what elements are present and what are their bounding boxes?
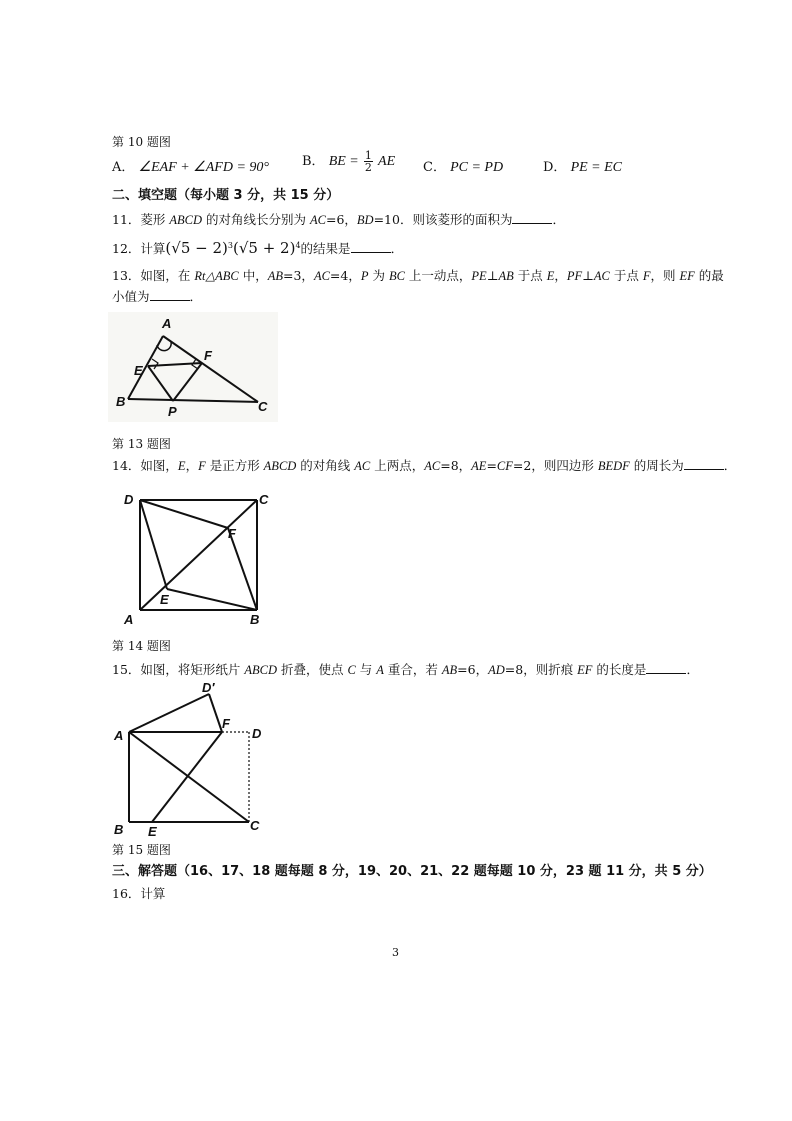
figure-13 (108, 312, 278, 422)
q14-ae: AE (471, 459, 487, 473)
label-e: E (160, 592, 169, 607)
label-b: B (116, 394, 126, 409)
fraction-numerator: 1 (364, 149, 372, 162)
q11-bd: BD (356, 213, 374, 227)
label-a: A (124, 612, 134, 627)
q13-text: 的最 (694, 268, 724, 283)
q14-number: 14． (112, 458, 141, 473)
figure-15-dotted-lines (222, 732, 249, 822)
q13-ac: AC (593, 269, 610, 283)
answer-blank[interactable] (646, 662, 686, 674)
q13-text: =3， (283, 268, 314, 283)
q14-ac: AC (354, 459, 371, 473)
figure-14 (120, 486, 272, 628)
q13-e: E (546, 269, 555, 283)
q14-caption: 第 14 题图 (112, 639, 171, 653)
q14-text: 如图， (140, 458, 178, 473)
q14-text: 是正方形 (205, 458, 264, 473)
q15-a: A (376, 663, 384, 677)
q14-text: 上两点， (370, 458, 425, 473)
option-b (302, 150, 395, 173)
q13-text: ，则 (650, 268, 680, 283)
option-d-expr: PE = EC (570, 160, 623, 175)
label-b: B (250, 612, 260, 627)
q15-text: 与 (355, 662, 377, 677)
question-15 (112, 662, 699, 678)
question-13-line-2 (112, 289, 202, 305)
option-d (543, 156, 622, 176)
label-c: C (258, 399, 268, 414)
fraction-denominator: 2 (364, 161, 372, 174)
q15-ab: AB (441, 663, 458, 677)
q12-text: 的结果是 (300, 241, 351, 257)
q11-text: =10．则该菱形的面积为 (373, 212, 513, 227)
q10-options (112, 149, 672, 182)
q12-base-1: (√5 − 2) (165, 239, 228, 258)
question-11 (112, 212, 565, 228)
q13-ef: EF (679, 269, 695, 283)
q13-ac: AC (313, 269, 330, 283)
q13-text: 如图，在 (140, 268, 195, 283)
q12-exponent-1: 3 (227, 241, 233, 250)
q14-text: =2，则四边形 (512, 458, 598, 473)
q15-ef: EF (577, 663, 593, 677)
q15-c: C (347, 663, 356, 677)
question-12 (112, 238, 403, 257)
section-3-title: 三、解答题（16、17、18 题每题 8 分，19、20、21、22 题每题 10 分，23 题 11 分，共 5 分） (112, 864, 712, 879)
option-c-letter: C． (423, 160, 446, 175)
question-16: 16．计算 (112, 886, 166, 901)
figure-15 (112, 680, 272, 838)
q13-ab: AB (498, 269, 514, 283)
q15-abcd: ABCD (244, 663, 278, 677)
q13-text: ⊥ (486, 268, 499, 283)
q15-text: =6， (457, 662, 489, 677)
q14-end: ． (723, 458, 737, 473)
q11-text: 的对角线长分别为 (202, 212, 310, 227)
answer-blank[interactable] (684, 458, 724, 470)
option-a-expr: ∠EAF + ∠AFD = 90° (138, 160, 269, 175)
q13-f: F (642, 269, 651, 283)
label-c: C (259, 492, 269, 507)
q13-end: ． (189, 289, 203, 304)
answer-blank[interactable] (512, 212, 552, 224)
q13-text: 于点 (609, 268, 643, 283)
option-a-letter: A． (112, 160, 135, 175)
q11-value: =6， (325, 212, 357, 227)
q13-pe: PE (471, 269, 487, 283)
q13-number: 13． (112, 268, 141, 283)
q12-end: ． (390, 241, 404, 257)
q13-text: ， (554, 268, 567, 283)
q11-abcd: ABCD (169, 213, 203, 227)
label-d: D (124, 492, 134, 507)
label-d: D (252, 726, 262, 741)
q13-p: P (360, 269, 369, 283)
page-number: 3 (392, 946, 399, 959)
q15-end: ． (686, 662, 699, 677)
label-a: A (162, 316, 172, 331)
q15-text: 折叠，使点 (277, 662, 348, 677)
q15-number: 15． (112, 662, 141, 677)
section-2-title: 二、填空题（每小题 3 分，共 15 分） (112, 188, 340, 203)
label-d-prime: D′ (202, 680, 215, 695)
label-a: A (114, 728, 124, 743)
question-14 (112, 458, 736, 474)
q14-text: =8， (440, 458, 472, 473)
option-b-lhs: BE = (328, 154, 359, 169)
q12-exponent-2: 4 (295, 241, 301, 250)
label-e: E (134, 363, 143, 378)
q13-caption: 第 13 题图 (112, 437, 171, 451)
option-b-letter: B． (302, 154, 325, 169)
q12-text: 计算 (140, 241, 166, 257)
label-f: F (222, 716, 230, 731)
q13-text: ⊥ (582, 268, 594, 283)
label-f: F (204, 348, 212, 363)
q13-rt: Rt△ABC (194, 269, 239, 283)
label-b: B (114, 822, 124, 837)
label-f: F (228, 526, 236, 541)
question-13-line-1 (112, 268, 724, 284)
answer-blank[interactable] (150, 289, 190, 301)
label-e: E (148, 824, 157, 838)
q15-text: 重合，若 (383, 662, 442, 677)
q11-ac: AC (309, 213, 326, 227)
q15-text: =8，则折痕 (504, 662, 578, 677)
q14-bedf: BEDF (597, 459, 630, 473)
figure-14-lines (140, 500, 257, 610)
option-c (423, 156, 503, 176)
option-b-rhs: AE (378, 154, 396, 169)
option-d-letter: D． (543, 160, 567, 175)
option-c-expr: PC = PD (450, 160, 504, 175)
q14-ac: AC (424, 459, 441, 473)
q15-text: 的长度是 (592, 662, 647, 677)
q15-ad: AD (488, 663, 505, 677)
q11-number: 11． (112, 212, 141, 227)
q14-text: ， (185, 458, 199, 473)
q12-base-2: (√5 + 2) (232, 239, 296, 258)
q13-text: 上一动点， (404, 268, 472, 283)
q13-text: 于点 (513, 268, 547, 283)
q14-f: F (198, 459, 206, 473)
q10-caption: 第 10 题图 (112, 135, 171, 149)
q14-text: 的对角线 (296, 458, 355, 473)
q13-pf: PF (566, 269, 583, 283)
option-a (112, 156, 269, 176)
q14-abcd: ABCD (263, 459, 297, 473)
q11-end: ． (552, 212, 565, 227)
q14-text: = (486, 458, 497, 473)
label-p: P (168, 404, 177, 419)
label-c: C (250, 818, 260, 833)
q11-text: 菱形 (140, 212, 170, 227)
q14-cf: CF (496, 459, 513, 473)
figure-15-lines (129, 694, 249, 822)
option-b-fraction (364, 150, 373, 173)
q15-text: 如图，将矩形纸片 (140, 662, 245, 677)
q13-ab: AB (267, 269, 283, 283)
q14-text: 的周长为 (629, 458, 684, 473)
q14-e: E (177, 459, 186, 473)
q13-text: 为 (368, 268, 389, 283)
q13-text: 小值为 (112, 289, 150, 304)
q15-caption: 第 15 题图 (112, 843, 171, 857)
q13-bc: BC (388, 269, 405, 283)
q12-number: 12． (112, 241, 141, 257)
q13-text: =4， (329, 268, 361, 283)
q13-text: 中， (238, 268, 268, 283)
answer-blank[interactable] (351, 241, 391, 253)
